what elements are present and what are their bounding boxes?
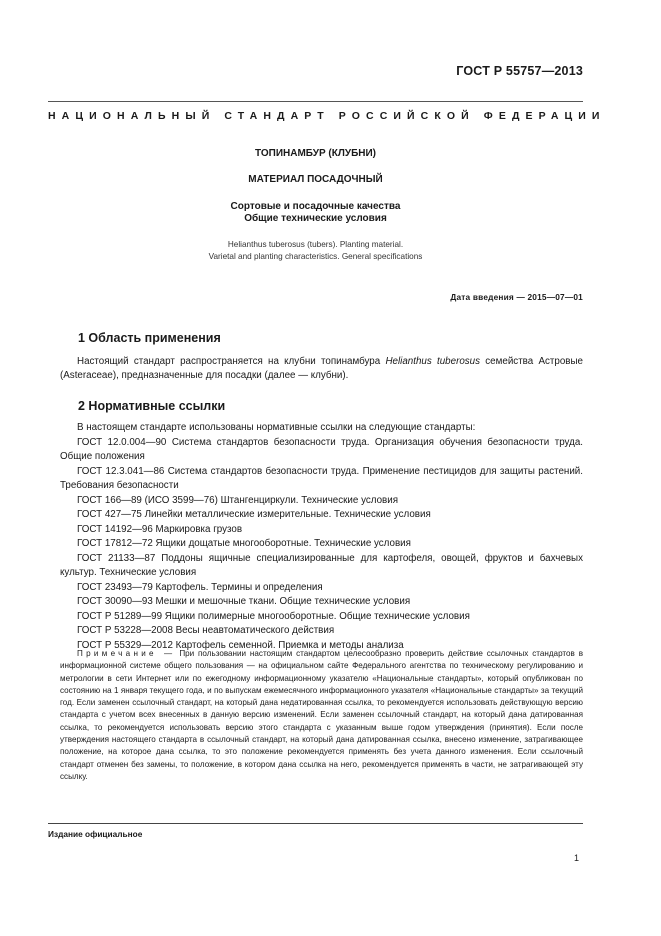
reference-item: ГОСТ 166—89 (ИСО 3599—76) Штангенциркули. Технические условия bbox=[77, 494, 399, 506]
section-1-heading: 1 Область применения bbox=[78, 331, 221, 345]
section-1-text-start: Настоящий стандарт распространяется на клубни топинамбура bbox=[77, 356, 386, 367]
references-intro: В настоящем стандарте использованы нормативные ссылки на следующие стандарты: bbox=[77, 422, 476, 433]
reference-item: ГОСТ Р 53228—2008 Весы неавтоматического действия bbox=[77, 625, 335, 636]
footer-divider bbox=[48, 823, 583, 824]
introduction-date: Дата введения — 2015—07—01 bbox=[450, 292, 583, 302]
note-block bbox=[60, 648, 583, 783]
title-english bbox=[48, 239, 583, 263]
header-divider bbox=[48, 101, 583, 102]
note-label: Примечание — bbox=[77, 649, 176, 658]
reference-item: ГОСТ 30090—93 Мешки и мешочные ткани. Общие технические условия bbox=[77, 596, 411, 607]
title-english-line1: Helianthus tuberosus (tubers). Planting material. bbox=[227, 240, 404, 249]
reference-item: ГОСТ 427—75 Линейки металлические измерительные. Технические условия bbox=[77, 509, 431, 520]
title-main: ТОПИНАМБУР (КЛУБНИ) bbox=[255, 148, 376, 159]
national-standard-banner: НАЦИОНАЛЬНЫЙ СТАНДАРТ РОССИЙСКОЙ ФЕДЕРАЦИИ bbox=[48, 110, 606, 122]
title-spec-line2: Общие технические условия bbox=[244, 213, 387, 224]
document-code: ГОСТ Р 55757—2013 bbox=[456, 64, 583, 78]
title-sub: МАТЕРИАЛ ПОСАДОЧНЫЙ bbox=[248, 174, 383, 185]
page-number: 1 bbox=[573, 853, 579, 863]
species-name: Helianthus tuberosus bbox=[385, 356, 481, 367]
title-spec-line1: Сортовые и посадочные качества bbox=[230, 201, 401, 212]
section-2-heading: 2 Нормативные ссылки bbox=[78, 399, 226, 413]
reference-item: ГОСТ Р 55329—2012 Картофель семенной. Приемка и методы анализа bbox=[77, 639, 404, 651]
section-1-text bbox=[60, 355, 583, 383]
title-english-line2: Varietal and planting characteristics. General specifications bbox=[208, 252, 423, 261]
note-text: При пользовании настоящим стандартом целесообразно проверить действие ссылочных стандартов в информационной системе общего пользования — на официальном сайте Федерального агентства по техническому регулированию и метрологии в сети Интернет или по ежегодному информационному указателю «Национальные стандарты», который опубликован по состоянию на 1 января текущего года, и по выпускам ежемесячного информационного указателя «Национальные стандарты» за текущий год. Если заменен ссылочный стандарт, на который дана недатированная ссылка, то рекомендуется использовать действующую версию стандарта с учетом всех внесенных в данную версию изменений. Если заменен ссылочный стандарт, на который дана датированная ссылка, то рекомендуется использовать версию этого стандарта с указанным выше годом утверждения (принятия). Если после утверждения настоящего стандарта в ссылочный стандарт, на который дана датированная ссылка, внесено изменение, затрагивающее положение, на которое дана ссылка, то это положение рекомендуется применять без учета данного изменения. Если ссылочный стандарт отменен без замены, то положение, в котором дана ссылка на него, рекомендуется применять в части, не затрагивающей эту ссылку. bbox=[60, 649, 583, 781]
reference-item: ГОСТ 14192—96 Маркировка грузов bbox=[77, 523, 243, 535]
reference-item: ГОСТ 21133—87 Поддоны ящичные специализированные для картофеля, овощей, фруктов и бахчевых культур. Технические условия bbox=[60, 552, 583, 578]
reference-item: ГОСТ Р 51289—99 Ящики полимерные многооборотные. Общие технические условия bbox=[77, 610, 470, 622]
official-edition-label: Издание официальное bbox=[48, 829, 143, 839]
reference-item: ГОСТ 12.3.041—86 Система стандартов безопасности труда. Применение пестицидов для защиты растений. Требования безопасности bbox=[60, 465, 583, 491]
references-list bbox=[60, 421, 583, 653]
reference-item: ГОСТ 17812—72 Ящики дощатые многооборотные. Технические условия bbox=[77, 538, 411, 549]
section-1-text-end: семейства Астровые (Asteraceae), предназначенные для посадки (далее — клубни). bbox=[60, 356, 583, 381]
reference-item: ГОСТ 23493—79 Картофель. Термины и определения bbox=[77, 581, 323, 593]
reference-item: ГОСТ 12.0.004—90 Система стандартов безопасности труда. Организация обучения безопасности труда. Общие положения bbox=[60, 436, 583, 462]
title-spec bbox=[48, 201, 583, 225]
